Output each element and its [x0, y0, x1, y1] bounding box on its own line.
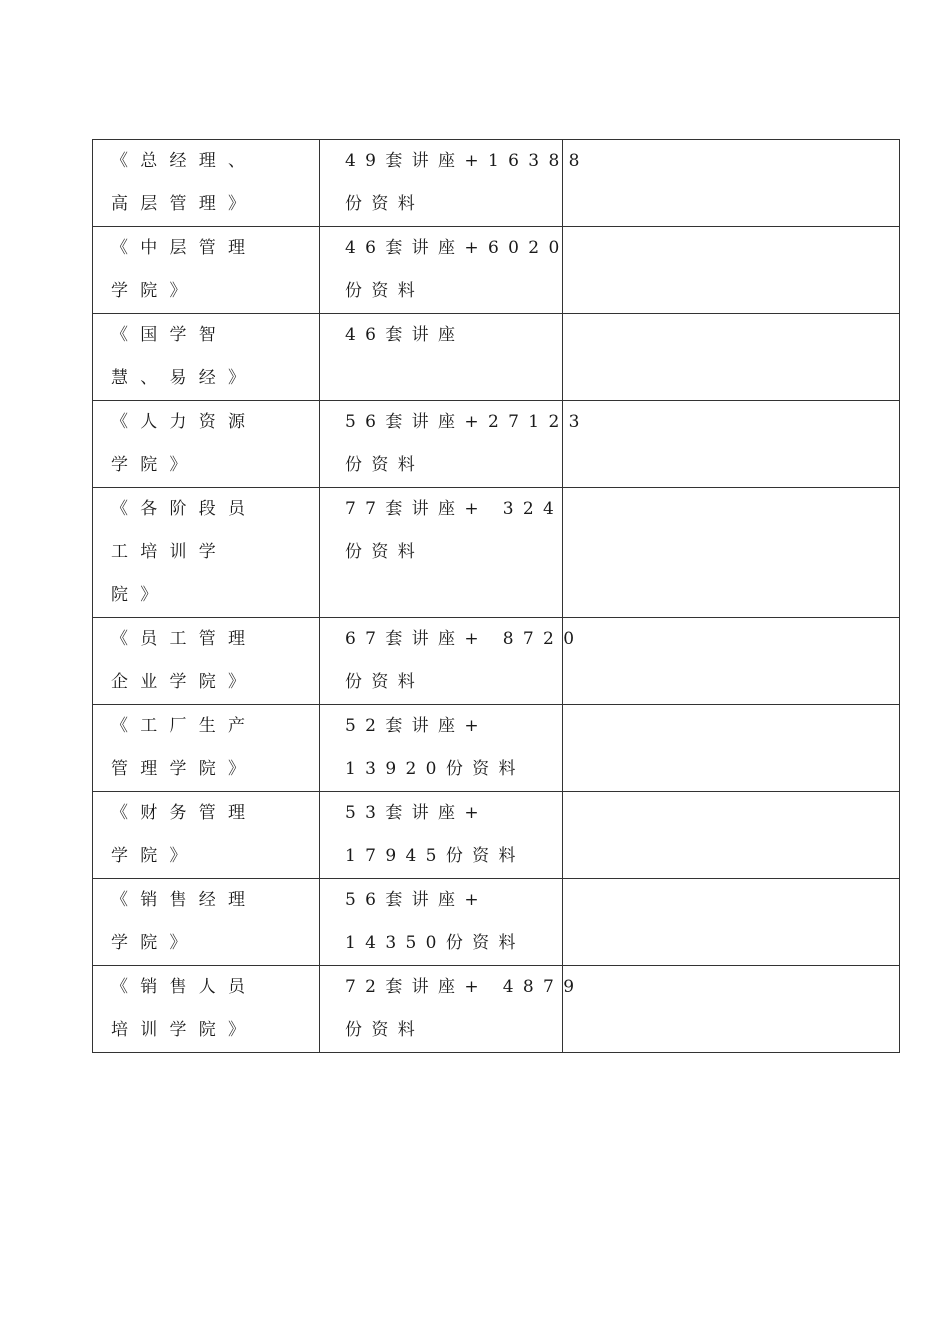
- course-content-line: 67套讲座+ 8720: [345, 629, 584, 649]
- course-content-cell: [320, 314, 563, 401]
- table-row: [93, 618, 900, 705]
- empty-cell: [563, 314, 900, 401]
- table-row: [93, 401, 900, 488]
- course-content-line: 14350份资料: [345, 933, 525, 953]
- course-content-line: [345, 357, 556, 400]
- course-name-line: 学院》: [111, 846, 199, 866]
- course-content-line: 份资料: [345, 455, 425, 475]
- course-name-line: 《销售经理: [111, 890, 258, 910]
- course-content-cell: [320, 140, 589, 227]
- course-name-cell: [93, 705, 320, 792]
- empty-cell: [563, 401, 900, 488]
- table-row: [93, 488, 900, 618]
- course-name-cell: [93, 140, 320, 227]
- bottom-border-gap: [682, 1006, 840, 1009]
- table-row: [93, 705, 900, 792]
- course-name-cell: [93, 314, 320, 401]
- empty-cell: [563, 705, 900, 792]
- table-row: [93, 792, 900, 879]
- course-content-cell: [320, 879, 563, 966]
- course-name-line: 学院》: [111, 455, 199, 475]
- course-name-line: 《销售人员: [111, 977, 258, 997]
- course-name-line: 《财务管理: [111, 803, 258, 823]
- course-name-cell: [93, 879, 320, 966]
- empty-cell: [563, 488, 900, 618]
- course-catalog-table: [92, 139, 900, 1053]
- course-content-line: [345, 574, 556, 617]
- course-name-cell: [93, 488, 320, 618]
- table-row: [93, 227, 900, 314]
- course-name-cell: [93, 227, 320, 314]
- course-content-line: 13920份资料: [345, 759, 525, 779]
- course-content-cell: [320, 227, 569, 314]
- empty-cell: [563, 618, 900, 705]
- table-row: [93, 879, 900, 966]
- course-content-cell: [320, 705, 563, 792]
- course-name-line: 院》: [111, 585, 170, 605]
- course-content-line: 52套讲座+: [345, 716, 488, 736]
- course-content-cell: [320, 618, 584, 705]
- course-content-cell: [320, 488, 563, 618]
- course-name-line: 《员工管理: [111, 629, 258, 649]
- course-content-line: 份资料: [345, 542, 425, 562]
- course-content-line: 17945份资料: [345, 846, 525, 866]
- empty-cell: [563, 879, 900, 966]
- course-name-cell: [93, 966, 320, 1053]
- course-content-line: 56套讲座+: [345, 890, 488, 910]
- course-name-cell: [93, 792, 320, 879]
- course-name-cell: [93, 401, 320, 488]
- course-name-line: 《中层管理: [111, 238, 258, 258]
- course-content-line: 49套讲座+16388: [345, 151, 589, 171]
- course-name-line: 高层管理》: [111, 194, 258, 214]
- table-row: [93, 966, 900, 1053]
- empty-cell: [563, 966, 900, 1053]
- course-content-line: 46套讲座+6020: [345, 238, 569, 258]
- course-name-line: 工培训学: [111, 542, 228, 562]
- course-content-line: 份资料: [345, 672, 425, 692]
- course-content-line: 56套讲座+27123: [345, 412, 589, 432]
- course-content-line: 份资料: [345, 281, 425, 301]
- course-name-line: 培训学院》: [111, 1020, 258, 1040]
- empty-cell: [563, 227, 900, 314]
- course-name-line: 《各阶段员: [111, 499, 258, 519]
- course-name-line: 《工厂生产: [111, 716, 258, 736]
- course-content-line: 77套讲座+ 324: [345, 499, 564, 519]
- course-content-line: 46套讲座: [345, 325, 465, 345]
- course-content-cell: [320, 966, 584, 1053]
- table-row: [93, 314, 900, 401]
- course-name-cell: [93, 618, 320, 705]
- course-content-line: 72套讲座+ 4879: [345, 977, 584, 997]
- empty-cell: [563, 140, 900, 227]
- course-content-line: 53套讲座+: [345, 803, 488, 823]
- course-name-line: 慧、易经》: [111, 368, 258, 388]
- course-name-line: 《国学智: [111, 325, 228, 345]
- course-name-line: 《人力资源: [111, 412, 258, 432]
- course-name-line: 企业学院》: [111, 672, 258, 692]
- course-name-line: 学院》: [111, 281, 199, 301]
- table-row: [93, 140, 900, 227]
- course-content-cell: [320, 792, 563, 879]
- course-name-line: 《总经理、: [111, 151, 258, 171]
- course-name-line: 管理学院》: [111, 759, 258, 779]
- empty-cell: [563, 792, 900, 879]
- course-content-line: 份资料: [345, 1020, 425, 1040]
- course-content-line: 份资料: [345, 194, 425, 214]
- course-name-line: 学院》: [111, 933, 199, 953]
- course-content-cell: [320, 401, 589, 488]
